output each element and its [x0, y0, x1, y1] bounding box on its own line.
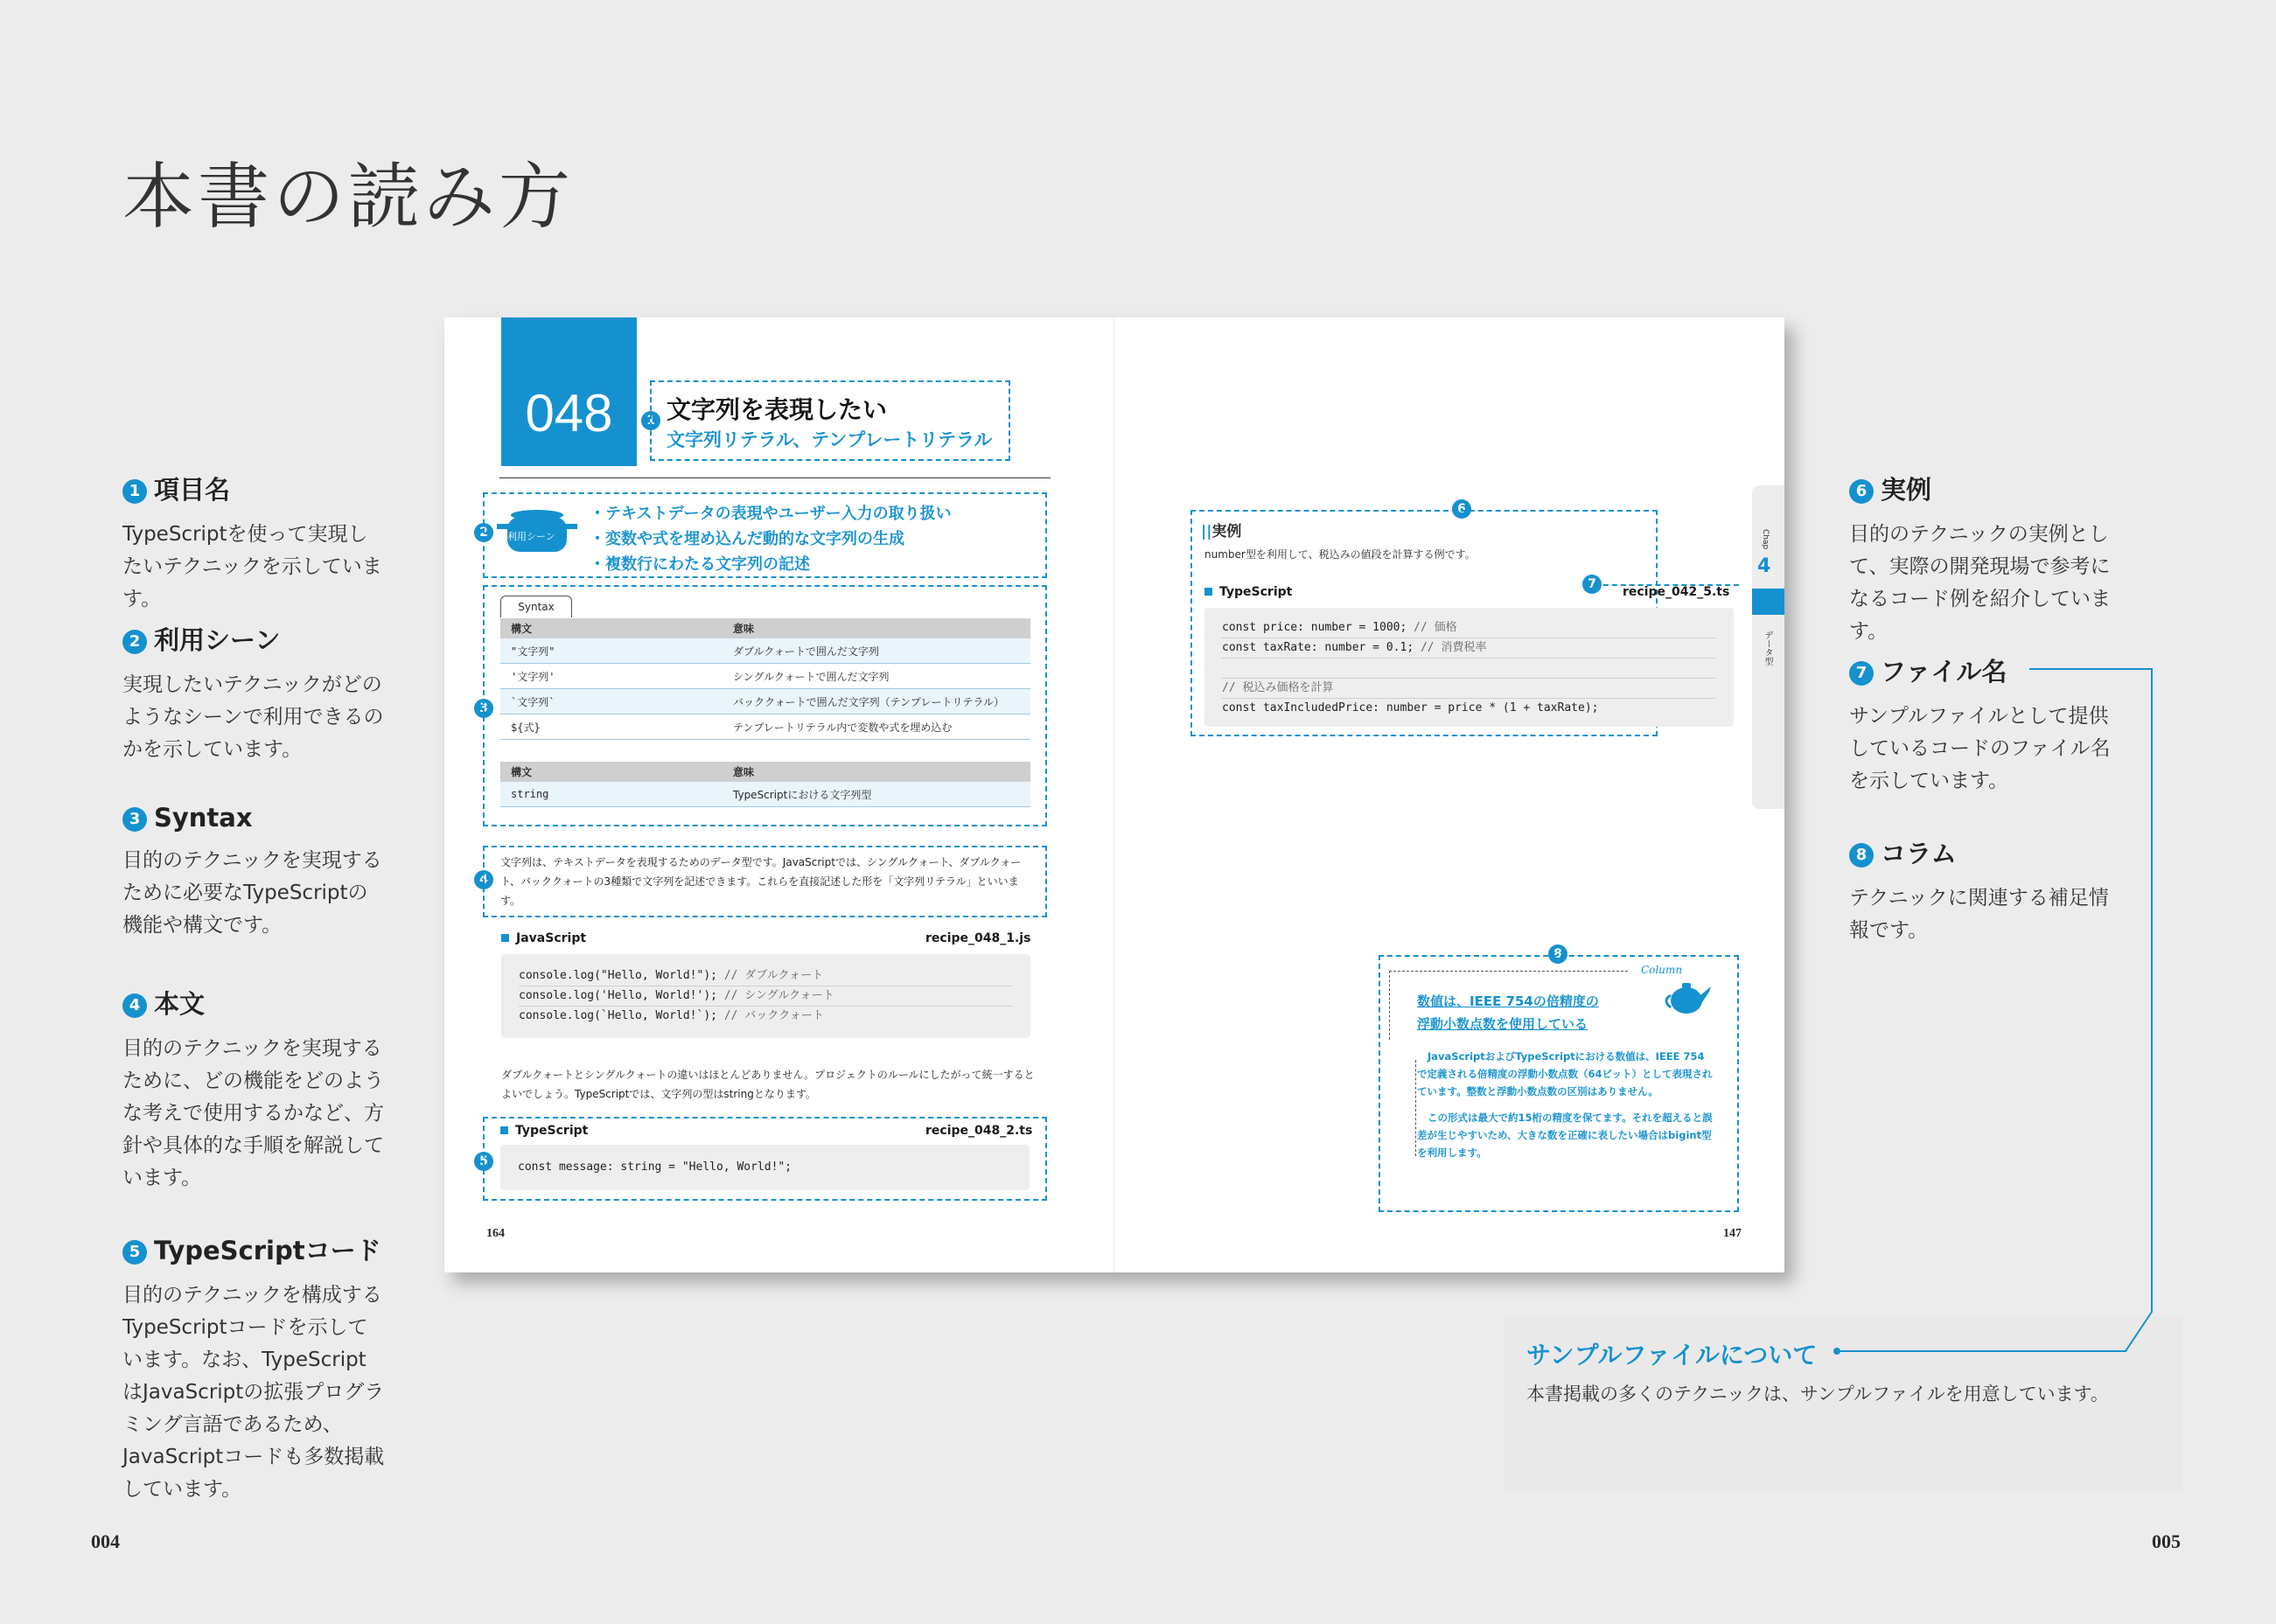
recipe-number-tab: 048 — [501, 317, 637, 466]
sample-file-title: サンプルファイルについて — [1526, 1341, 1818, 1370]
syntax-cell: TypeScriptにおける文字列型 — [723, 782, 1030, 807]
syntax-cell: バッククォートで囲んだ文字列（テンプレートリテラル） — [723, 689, 1030, 714]
connector-line — [1828, 660, 2169, 1360]
code-line: const taxRate: number = 0.1; // 消費税率 — [1222, 638, 1716, 659]
syntax-tab: Syntax — [500, 596, 572, 617]
recipe-title-box — [650, 380, 1010, 461]
code-line: const taxIncludedPrice: number = price * (1 + taxRate); — [1222, 701, 1599, 714]
column-side-rule — [1415, 1060, 1417, 1156]
code-line: const message: string = "Hello, World!"; — [518, 1160, 792, 1174]
desc-title: 項目名 — [154, 475, 231, 505]
example-desc: number型を利用して、税込みの値段を計算する例です。 — [1204, 548, 1476, 561]
desc-item-5 — [122, 1231, 385, 1506]
code2-lang: TypeScript — [500, 1124, 588, 1138]
desc-body: 実現したいテクニックがどのようなシーンで利用できるのかを示しています。 — [122, 673, 384, 761]
page-number-right: 005 — [2152, 1530, 2181, 1552]
syntax-box — [483, 585, 1047, 826]
scene-item: ・複数行にわたる文字列の記述 — [590, 555, 810, 574]
marker-8: 8 — [1548, 944, 1567, 964]
syntax-header: 意味 — [723, 618, 1030, 638]
code-line: const price: number = 1000; // 価格 — [1222, 618, 1716, 638]
sample-file-body: 本書掲載の多くのテクニックは、サンプルファイルを用意しています。 — [1526, 1384, 2109, 1404]
desc-title: ファイル名 — [1881, 657, 2007, 687]
inner-page-number-left: 164 — [486, 1227, 505, 1240]
syntax-cell: '文字列' — [500, 664, 723, 689]
recipe-subtitle: 文字列リテラル、テンプレートリテラル — [667, 429, 993, 450]
gutter — [1114, 317, 1115, 1272]
code-line: console.log(`Hello, World!`); // バッククォート — [519, 1009, 824, 1022]
square-icon — [500, 1126, 508, 1134]
column-word: Column — [1641, 964, 1683, 976]
chapter-marker — [1752, 589, 1784, 615]
desc-body: 目的のテクニックを実現するために、どの機能をどのような考えで使用するかなど、方針や具体的な手順を解説しています。 — [122, 1037, 384, 1189]
desc-title: TypeScriptコード — [154, 1236, 381, 1265]
table-row — [500, 664, 1030, 689]
page-number-left: 004 — [91, 1530, 120, 1552]
desc-title: コラム — [1881, 839, 1957, 868]
number-badge: 6 — [1849, 479, 1874, 504]
desc-body: 目的のテクニックを構成するTypeScriptコードを示しています。なお、TypeScriptはJavaScriptの拡張プログラミング言語であるため、JavaScriptコードも多数掲載しています。 — [122, 1284, 385, 1501]
number-badge: 7 — [1849, 661, 1874, 686]
body-text-box — [483, 846, 1047, 917]
syntax-header: 構文 — [500, 618, 723, 638]
syntax-cell: テンプレートリテラル内で変数や式を埋め込む — [723, 714, 1030, 740]
number-badge: 4 — [122, 993, 147, 1018]
scene-item: ・テキストデータの表現やユーザー入力の取り扱い — [590, 505, 952, 523]
marker-3: 3 — [474, 699, 493, 718]
desc-item-2 — [122, 621, 385, 766]
code-line: // 税込み価格を計算 — [1222, 679, 1716, 699]
desc-title: 実例 — [1881, 475, 1932, 505]
table-row — [500, 638, 1030, 664]
desc-item-6 — [1849, 470, 2120, 648]
inner-page-number-right: 147 — [1723, 1227, 1742, 1240]
title-rule — [499, 477, 1051, 478]
syntax-header: 構文 — [500, 762, 723, 782]
number-badge: 5 — [122, 1240, 147, 1265]
example-box — [1190, 510, 1730, 736]
syntax-cell: ${式} — [500, 714, 723, 740]
syntax-cell: "文字列" — [500, 638, 723, 664]
column-title-line1: 数値は、IEEE 754の倍精度の — [1417, 993, 1599, 1009]
marker-6: 6 — [1452, 499, 1471, 519]
column-box — [1379, 955, 1739, 1212]
number-badge: 2 — [122, 630, 147, 654]
code1-lang: JavaScript — [501, 931, 586, 945]
table-row — [500, 714, 1030, 740]
number-badge: 3 — [122, 807, 147, 832]
syntax-cell: シングルクォートで囲んだ文字列 — [723, 664, 1030, 689]
chapter-number: 4 — [1757, 555, 1771, 577]
syntax-table — [500, 618, 1030, 740]
code-line — [1222, 659, 1716, 679]
recipe-title: 文字列を表現したい — [667, 395, 888, 424]
desc-body: テクニックに関連する補足情報です。 — [1849, 887, 2109, 942]
marker-7: 7 — [1582, 575, 1602, 594]
marker-2: 2 — [474, 523, 493, 542]
chapter-tab — [1752, 485, 1784, 809]
square-icon — [1204, 588, 1212, 596]
desc-body: サンプルファイルとして提供しているコードのファイル名を示しています。 — [1849, 705, 2111, 792]
marker-4: 4 — [474, 870, 493, 889]
code3-filename: recipe_042_5.ts — [1623, 585, 1730, 599]
syntax-cell: `文字列` — [500, 689, 723, 714]
marker-5: 5 — [474, 1152, 493, 1171]
desc-item-1 — [122, 470, 385, 616]
code-line: console.log('Hello, World!'); // シングルクォート — [519, 986, 1013, 1007]
square-icon — [501, 934, 509, 942]
book-spread — [444, 317, 1784, 1272]
desc-title: 利用シーン — [154, 625, 281, 655]
table-row — [500, 689, 1030, 714]
chapter-name: データ型 — [1763, 631, 1772, 666]
code-block-3 — [1204, 608, 1734, 727]
code-block-1 — [501, 954, 1030, 1038]
scene-label: 利用シーン — [507, 531, 555, 542]
scene-item: ・変数や式を埋め込んだ動的な文字列の生成 — [590, 530, 904, 548]
desc-item-3 — [122, 803, 385, 942]
code2-box — [483, 1117, 1047, 1201]
number-badge: 8 — [1849, 843, 1874, 868]
marker-1: 1 — [641, 411, 660, 430]
chapter-label: Chap — [1761, 529, 1770, 550]
syntax-cell: ダブルクォートで囲んだ文字列 — [723, 638, 1030, 664]
code-block-2 — [500, 1145, 1030, 1190]
page-title: 本書の読み方 — [122, 156, 575, 239]
column-title-line2: 浮動小数点数を使用している — [1417, 1016, 1588, 1032]
syntax-cell: string — [500, 782, 723, 807]
desc-item-4 — [122, 985, 385, 1195]
desc-title: Syntax — [154, 803, 253, 833]
desc-body: 目的のテクニックを実現するために必要なTypeScriptの機能や構文です。 — [122, 849, 382, 937]
example-title: ||実例 — [1201, 523, 1242, 540]
code3-lang: TypeScript — [1204, 585, 1292, 599]
desc-body: TypeScriptを使って実現したいテクニックを示しています。 — [122, 523, 382, 610]
number-badge: 1 — [122, 479, 147, 504]
code2-filename: recipe_048_2.ts — [925, 1124, 1033, 1138]
code1-filename: recipe_048_1.js — [925, 931, 1031, 945]
body-paragraph-2: ダブルクォートとシングルクォートの違いはほとんどありません。プロジェクトのルールにしたがって統一するとよいでしょう。TypeScriptでは、文字列の型はstringとなります。 — [501, 1069, 1035, 1100]
syntax-table-2 — [500, 762, 1030, 807]
body-paragraph: 文字列は、テキストデータを表現するためのデータ型です。JavaScriptでは、シングルクォート、ダブルクォート、バッククォートの3種類で文字列を記述できます。これらを直接記述した形を「文字列リテラル」といいます。 — [500, 856, 1022, 907]
teapot-icon — [1662, 976, 1714, 1020]
desc-title: 本文 — [154, 989, 206, 1019]
code-line: console.log("Hello, World!"); // ダブルクォート — [519, 966, 1013, 986]
syntax-header: 意味 — [723, 762, 1030, 782]
desc-body: 目的のテクニックの実例として、実際の開発現場で参考になるコード例を紹介しています。 — [1849, 523, 2111, 643]
table-row — [500, 782, 1030, 807]
scene-box — [483, 492, 1047, 578]
column-paragraph-2: この形式は最大で約15桁の精度を保てます。それを超えると誤差が生じやすいため、大きな数を正確に表したい場合はbigint型を利用します。 — [1417, 1112, 1713, 1159]
column-paragraph-1: JavaScriptおよびTypeScriptにおける数値は、IEEE 754で定義される倍精度の浮動小数点数（64ビット）として表現されています。整数と浮動小数点数の区別はありません。 — [1417, 1050, 1713, 1098]
